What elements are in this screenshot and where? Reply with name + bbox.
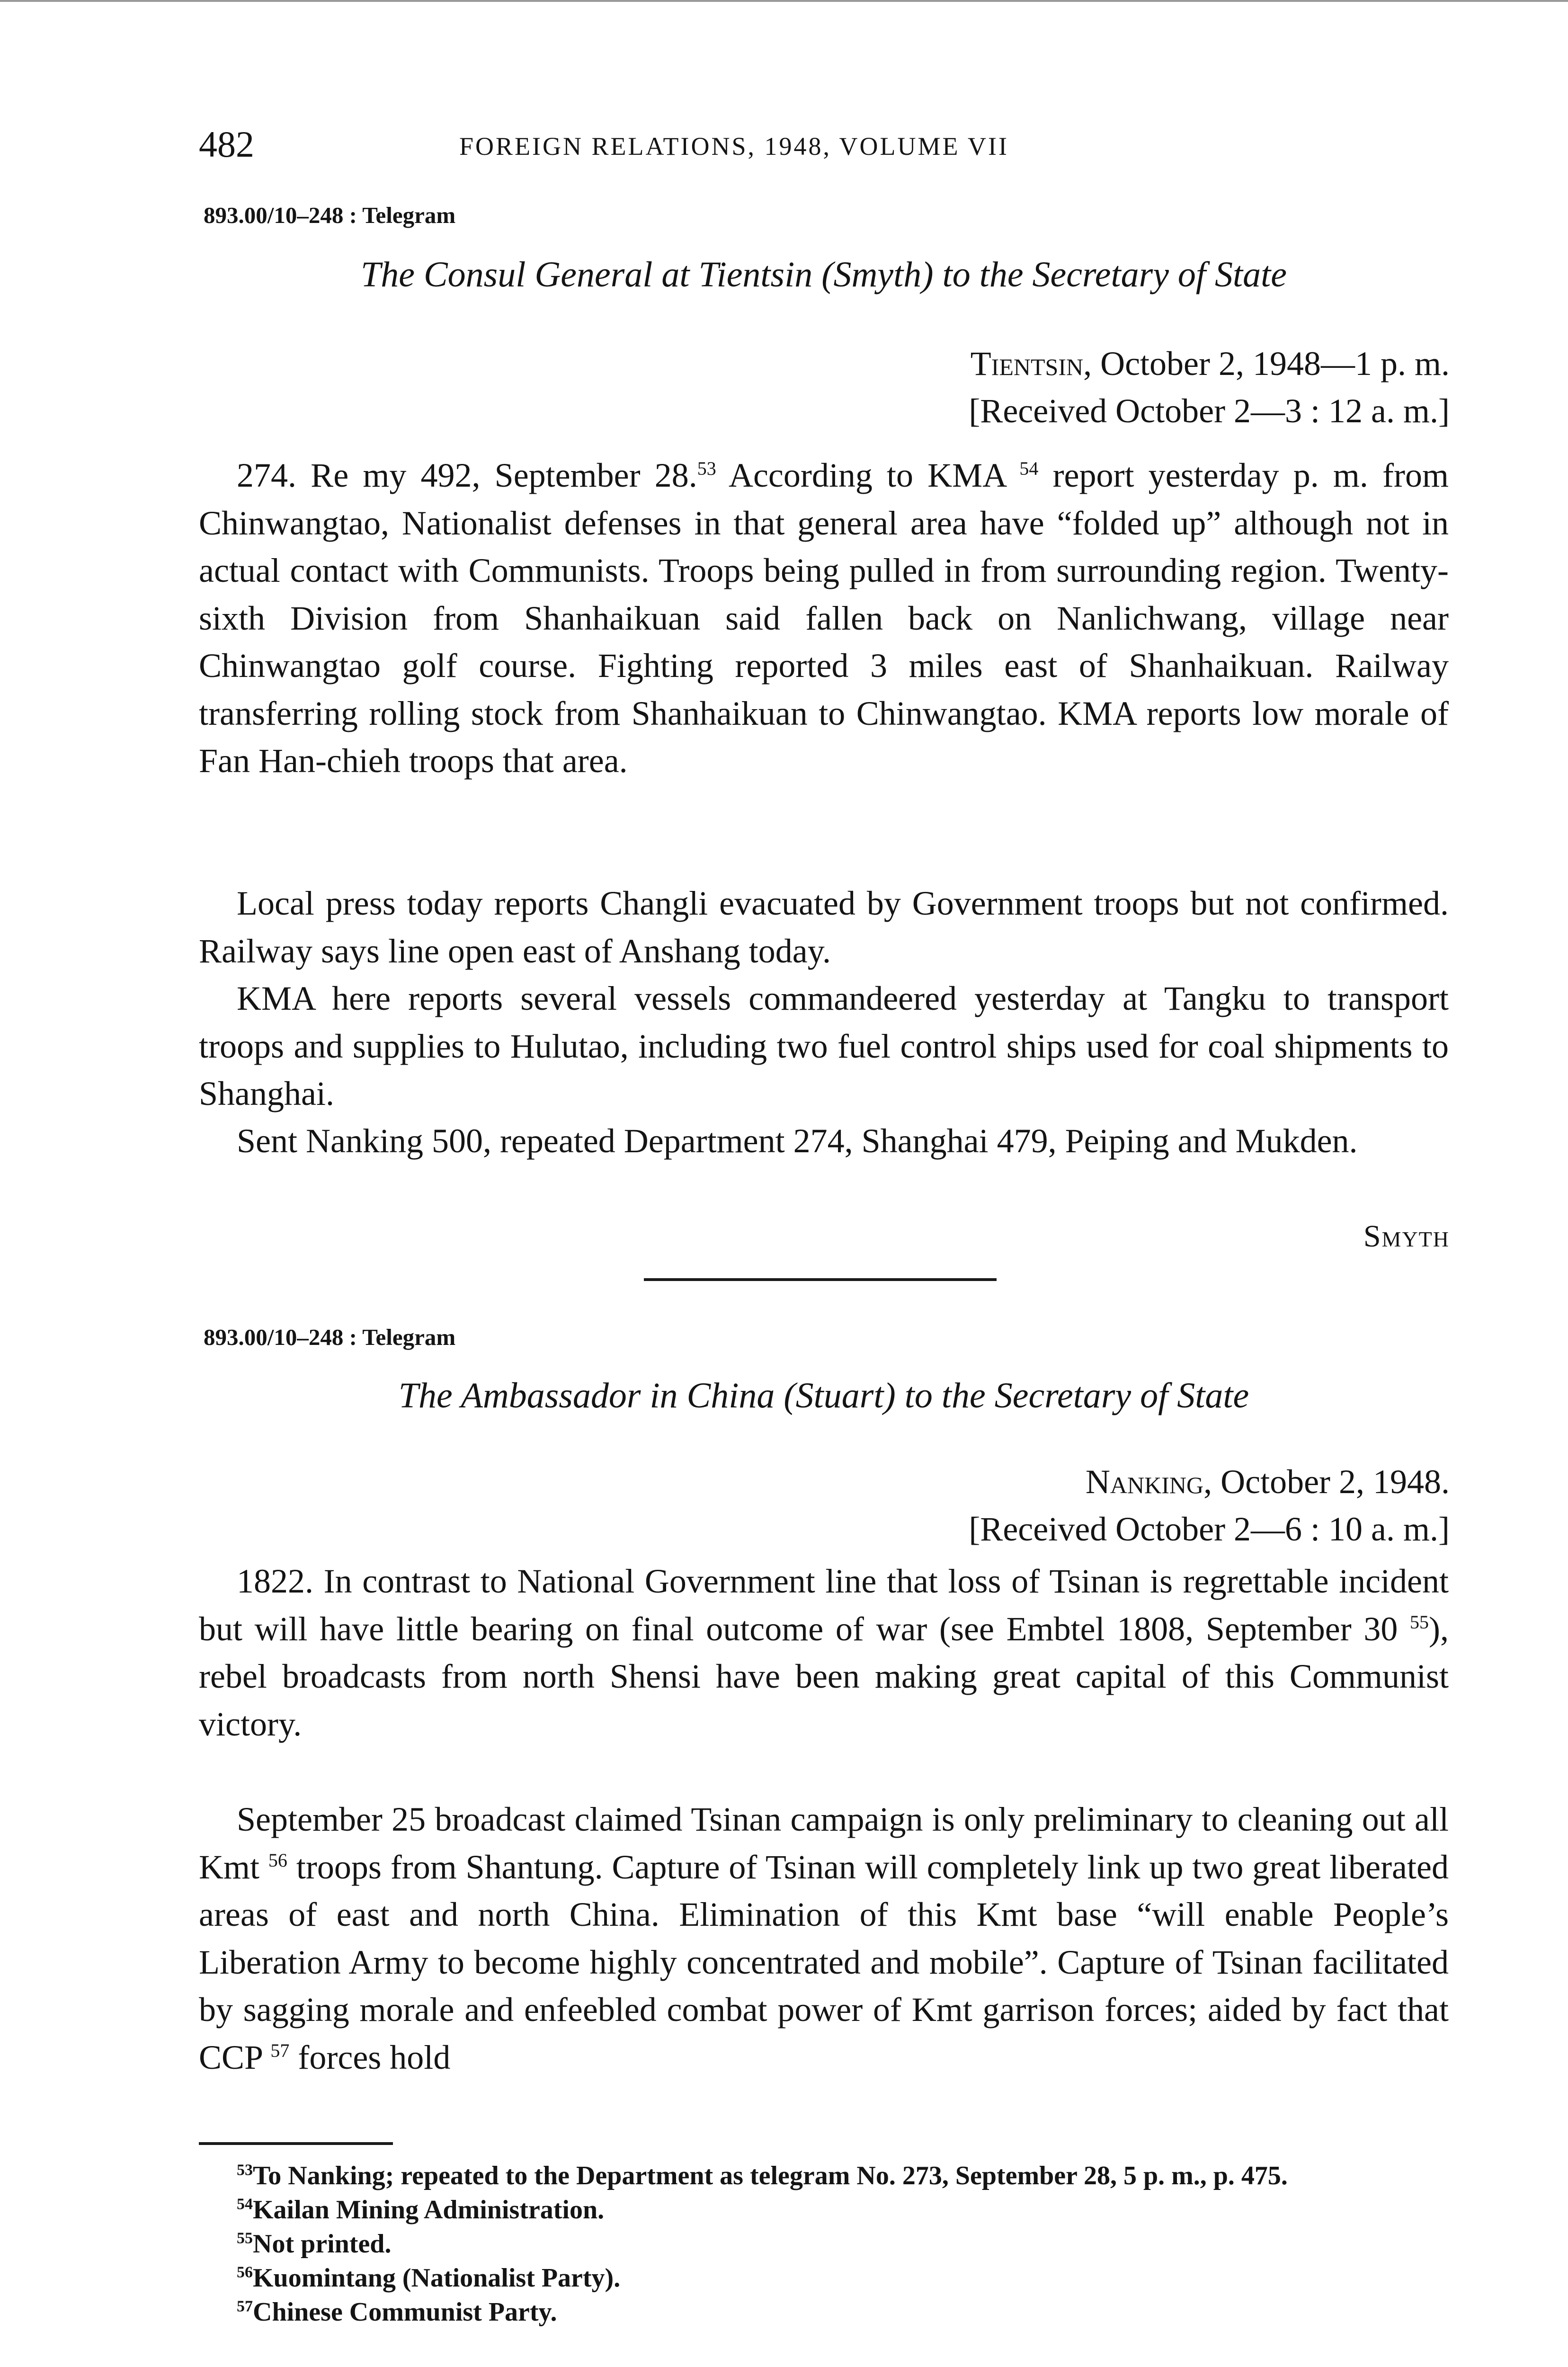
doc2-paragraph-1: [199, 1557, 1449, 1748]
page-number: 482: [199, 124, 254, 165]
page-header: [199, 121, 1449, 178]
doc1-p1-text-b: According to KMA: [716, 456, 1020, 494]
doc1-paragraph-1: [199, 452, 1449, 785]
doc2-p2-text-c: forces hold: [289, 2038, 451, 2076]
footnote-number: 57: [237, 2297, 253, 2315]
doc2-dateline: [1086, 1458, 1450, 1505]
running-head: FOREIGN RELATIONS, 1948, VOLUME VII: [459, 132, 1009, 160]
doc2-file-id: 893.00/10–248 : Telegram: [204, 1324, 456, 1350]
doc2-p2-text-b: troops from Shantung. Capture of Tsinan will completely link up two great liberated areas of east and north China. Elimination of this Kmt base “will enable People’s Liberation Army to become highly concentrated and mobile”. Capture of Tsinan facilitated by sagging morale and enfeebled combat power of Kmt garrison forces; aided by fact that CCP: [199, 1848, 1449, 2076]
document-separator-rule: [644, 1278, 997, 1281]
doc1-paragraph-3: KMA here reports several vessels commandeered yesterday at Tangku to transport troops and supplies to Hulutao, including two fuel control ships used for coal shipments to Shanghai.: [199, 979, 1449, 1112]
doc2-title: The Ambassador in China (Stuart) to the Secretary of State: [398, 1376, 1249, 1415]
footnote-text: Chinese Communist Party.: [253, 2297, 557, 2327]
footnote-ref-55: 55: [1410, 1611, 1429, 1633]
doc2-paragraph-2: [199, 1796, 1449, 2081]
footnote-ref-53: 53: [697, 458, 716, 479]
footnote-56: [199, 2261, 1449, 2295]
doc1-paragraph-4: Sent Nanking 500, repeated Department 274, Shanghai 479, Peiping and Mukden.: [237, 1122, 1358, 1160]
footnote-number: 56: [237, 2263, 253, 2281]
footnote-text: Kuomintang (Nationalist Party).: [253, 2263, 621, 2293]
doc1-p1-text-a: 274. Re my 492, September 28.: [237, 456, 697, 494]
doc2-p1-text-b: ), rebel broadcasts from north Shensi have been making great capital of this Communist victory.: [199, 1610, 1449, 1743]
doc1-paragraph-2: Local press today reports Changli evacuated by Government troops but not confirmed. Railway says line open east of Anshang today.: [199, 884, 1449, 970]
doc2-place: Nanking: [1085, 1463, 1204, 1501]
doc1-file-id: 893.00/10–248 : Telegram: [204, 202, 456, 228]
doc2-p2-text-a: September 25 broadcast claimed Tsinan campaign is only preliminary to cleaning out all Kmt: [199, 1800, 1449, 1886]
footnotes: [199, 2159, 1449, 2329]
footnote-53: [199, 2159, 1449, 2193]
footnote-text: To Nanking; repeated to the Department as telegram No. 273, September 28, 5 p. m., p. 475.: [253, 2161, 1288, 2190]
doc1-signature: Smyth: [1363, 1219, 1450, 1254]
footnote-number: 53: [237, 2161, 253, 2179]
doc2-date: , October 2, 1948.: [1203, 1463, 1450, 1501]
doc1-place: Tientsin: [970, 345, 1084, 383]
doc1-p1-text-c: report yesterday p. m. from Chinwangtao, Nationalist defenses in that general area have “folded up” although not in actual contact with Communists. Troops being pulled in from surrounding region. Twenty-sixth Division from Shanhaikuan said fallen back on Nanlichwang, village near Chinwangtao golf course. Fighting reported 3 miles east of Shanhaikuan. Railway transferring rolling stock from Shanhaikuan to Chinwangtao. KMA reports low morale of Fan Han-chieh troops that area.: [199, 456, 1449, 780]
doc1-title: The Consul General at Tientsin (Smyth) to the Secretary of State: [360, 255, 1287, 294]
footnote-ref-54: 54: [1019, 458, 1039, 479]
footnote-number: 55: [237, 2229, 253, 2247]
footnote-number: 54: [237, 2195, 253, 2213]
top-edge-rule: [0, 0, 1568, 2]
doc2-p1-text-a: 1822. In contrast to National Government line that loss of Tsinan is regrettable incident but will have little bearing on final outcome of war (see Embtel 1808, September 30: [199, 1562, 1449, 1648]
doc1-received: [Received October 2—3 : 12 a. m.]: [969, 392, 1450, 430]
doc2-received: [Received October 2—6 : 10 a. m.]: [969, 1510, 1450, 1548]
footnote-text: Kailan Mining Administration.: [253, 2195, 605, 2225]
footnote-ref-56: 56: [268, 1849, 287, 1871]
footnote-57: [199, 2295, 1449, 2329]
footnote-text: Not printed.: [253, 2229, 392, 2259]
doc1-date: , October 2, 1948—1 p. m.: [1083, 345, 1450, 383]
footnote-54: [199, 2193, 1449, 2227]
footnote-rule: [199, 2142, 393, 2145]
footnote-55: [199, 2227, 1449, 2261]
footnote-ref-57: 57: [270, 2039, 290, 2061]
doc1-dateline: [971, 340, 1450, 387]
